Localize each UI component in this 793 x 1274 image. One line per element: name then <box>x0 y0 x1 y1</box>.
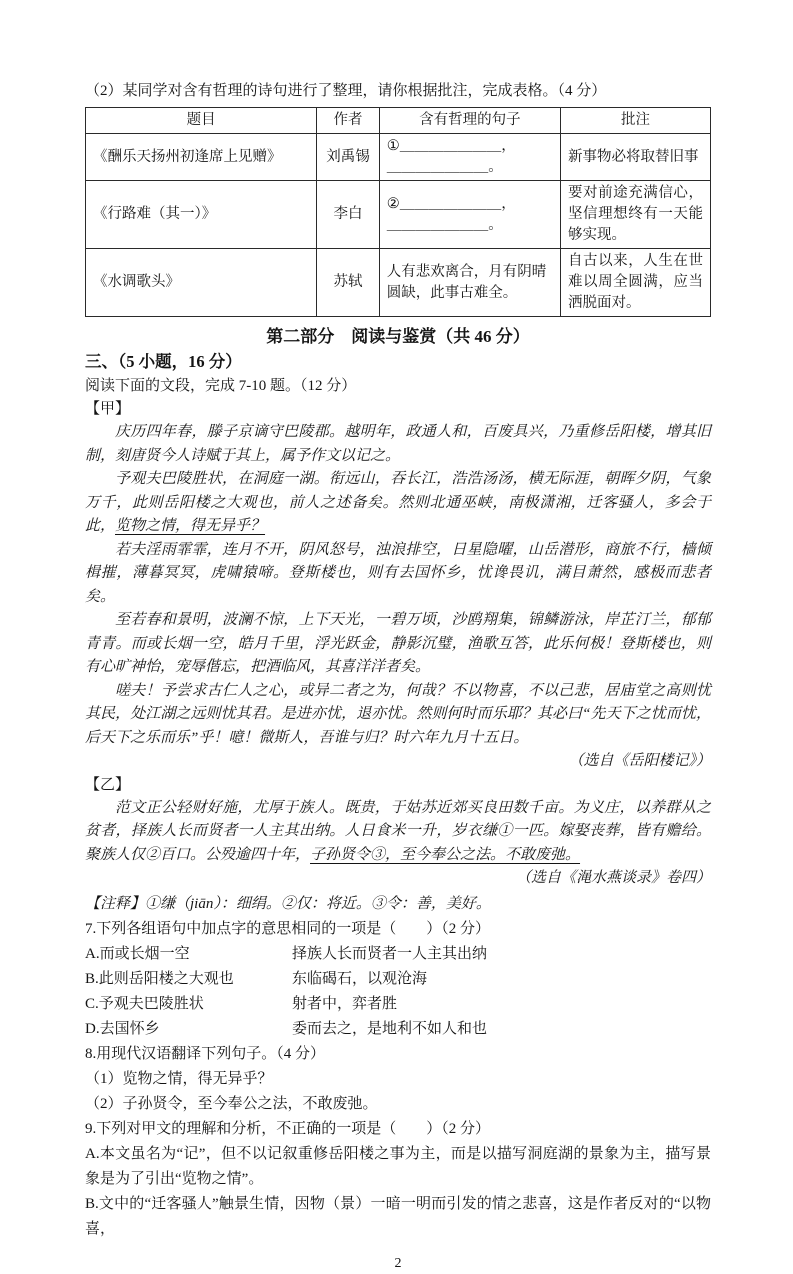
jia-paragraph-2 <box>85 468 711 539</box>
page-number: 2 <box>394 1255 402 1271</box>
poem-author: 李白 <box>317 181 380 249</box>
annotation-cell: 要对前途充满信心，坚信理想终有一天能够实现。 <box>561 181 711 249</box>
table-row <box>86 181 711 249</box>
jia-paragraph-5: 嗟夫！予尝求古仁人之心，或异二者之为，何哉？不以物喜，不以己悲，居庙堂之高则忧其民，处江湖之远则忧其君。是进亦忧，退亦忧。然则何时而乐耶？其必曰“先天下之忧而忧，后天下之乐而乐”乎！噫！微斯人，吾谁与归？时六年九月十五日。 <box>85 682 711 746</box>
option-left-phrase: A.而或长烟一空 <box>85 945 190 962</box>
table-task-intro: （2）某同学对含有哲理的诗句进行了整理，请你根据批注，完成表格。（4 分） <box>85 83 607 99</box>
question-8-item-1: （1）览物之情，得无异乎？ <box>85 1070 273 1087</box>
jia-paragraph-4: 至若春和景明，波澜不惊，上下天光，一碧万顷，沙鸥翔集，锦鳞游泳，岸芷汀兰，郁郁青青。而或长烟一空，皓月千里，浮光跃金，静影沉璧，渔歌互答，此乐何极！登斯楼也，则有心旷神怡，宠辱偕忘，把酒临风，其喜洋洋者矣。 <box>85 612 711 675</box>
question-9-stem: 9.下列对甲文的理解和分析，不正确的一项是（ ）（2 分） <box>85 1120 491 1137</box>
poem-author: 苏轼 <box>317 249 380 317</box>
quote-blank-line: ＿＿＿＿＿＿＿。 <box>386 159 503 175</box>
question-7-option-b <box>85 967 711 992</box>
quote-blank-line: ②＿＿＿＿＿＿＿， <box>386 195 516 212</box>
yi-source-attribution: （选自《渑水燕谈录》卷四） <box>515 870 711 886</box>
poem-author: 刘禹锡 <box>317 134 380 181</box>
option-right-phrase: 射者中，弈者胜 <box>292 995 398 1012</box>
jia-paragraph-1: 庆历四年春，滕子京谪守巴陵郡。越明年，政通人和，百废具兴，乃重修岳阳楼，增其旧制，刻唐贤今人诗赋于其上，属予作文以记之。 <box>85 424 711 464</box>
annotation-cell: 自古以来，人生在世难以周全圆满，应当洒脱面对。 <box>561 249 711 317</box>
passage-jia <box>85 421 711 774</box>
question-8-stem: 8.用现代汉语翻译下列句子。（4 分） <box>85 1045 326 1062</box>
question-7-option-d <box>85 1017 711 1042</box>
quote-text: 人有悲欢离合，月有阴晴圆缺，此事古难全。 <box>386 263 547 301</box>
quote-cell <box>379 181 560 249</box>
jia-paragraph-3: 若夫淫雨霏霏，连月不开，阴风怒号，浊浪排空，日星隐曜，山岳潜形，商旅不行，樯倾楫摧，薄暮冥冥，虎啸猿啼。登斯楼也，则有去国怀乡，忧谗畏讥，满目萧然，感极而悲者矣。 <box>85 541 711 605</box>
col-header-author: 作者 <box>317 108 380 134</box>
option-right-phrase: 东临碣石，以观沧海 <box>292 970 428 987</box>
option-right-phrase: 委而去之，是地利不如人和也 <box>292 1020 488 1037</box>
col-header-annotation: 批注 <box>561 108 711 134</box>
question-7-stem: 7.下列各组语句中加点字的意思相同的一项是（ ）（2 分） <box>85 920 491 937</box>
option-left-phrase: B.此则岳阳楼之大观也 <box>85 970 234 987</box>
option-left-phrase: D.去国怀乡 <box>85 1020 160 1037</box>
yi-text: 范文正公轻财好施，尤厚于族人。既贵，于姑苏近郊买良田数千亩。为义庄，以养群从之贫者，择族人长而贤者一人主其出纳。人日食米一升，岁衣缣①一匹。嫁娶丧葬，皆有赡给。聚族人仅②百口。公殁逾四十年， <box>85 799 711 863</box>
option-right-phrase: 择族人长而贤者一人主其出纳 <box>292 945 488 962</box>
poetry-philosophy-table <box>85 107 711 317</box>
poem-title: 《行路难（其一）》 <box>86 181 317 249</box>
yi-paragraph <box>85 797 711 868</box>
question-9-option-b: B.文中的“迁客骚人”触景生情，因物（景）一暗一明而引发的情之悲喜，这是作者反对的“以物喜， <box>85 1195 711 1237</box>
question-7-option-c <box>85 992 711 1017</box>
annotation-cell: 新事物必将取替旧事 <box>561 134 711 181</box>
option-left-phrase: C.予观夫巴陵胜状 <box>85 995 204 1012</box>
passage-yi-label: 【乙】 <box>85 776 131 793</box>
poem-title: 《水调歌头》 <box>86 249 317 317</box>
quote-cell <box>379 134 560 181</box>
passage-jia-label: 【甲】 <box>85 401 131 417</box>
quote-blank-line: ＿＿＿＿＿＿＿。 <box>386 216 503 233</box>
quote-blank-line: ①＿＿＿＿＿＿＿， <box>386 138 516 154</box>
footnotes: 【注释】①缣（jiān）：细绢。②仅：将近。③令：善，美好。 <box>85 895 491 912</box>
passage-yi <box>85 797 711 891</box>
yi-underlined-text: 子孙贤令③，至今奉公之法。不敢废弛。 <box>310 846 581 863</box>
jia-source-attribution: （选自《岳阳楼记》） <box>568 753 711 769</box>
table-row <box>86 249 711 317</box>
part-header: 三、（5 小题，16 分） <box>85 352 242 371</box>
question-8-item-2: （2）子孙贤令，至今奉公之法，不敢废弛。 <box>85 1095 378 1112</box>
section-header: 第二部分 阅读与鉴赏（共 46 分） <box>266 327 530 346</box>
table-row <box>86 134 711 181</box>
col-header-quote: 含有哲理的句子 <box>379 108 560 134</box>
quote-cell <box>379 249 560 317</box>
poem-title: 《酬乐天扬州初逢席上见赠》 <box>86 134 317 181</box>
question-7-option-a <box>85 942 711 967</box>
col-header-title: 题目 <box>86 108 317 134</box>
jia-p2-underlined-text: 览物之情，得无异乎？ <box>115 518 266 534</box>
question-9-option-a: A.本文虽名为“记”，但不以记叙重修岳阳楼之事为主，而是以描写洞庭湖的景象为主，描写景象是为了引出“览物之情”。 <box>85 1145 711 1187</box>
reading-instructions: 阅读下面的文段，完成 7-10 题。（12 分） <box>85 378 357 394</box>
table-header-row <box>86 108 711 134</box>
jia-p2-text: 予观夫巴陵胜状，在洞庭一湖。衔远山，吞长江，浩浩汤汤，横无际涯，朝晖夕阴，气象万千，此则岳阳楼之大观也，前人之述备矣。然则北通巫峡，南极潇湘，迁客骚人，多会于此， <box>85 471 711 534</box>
